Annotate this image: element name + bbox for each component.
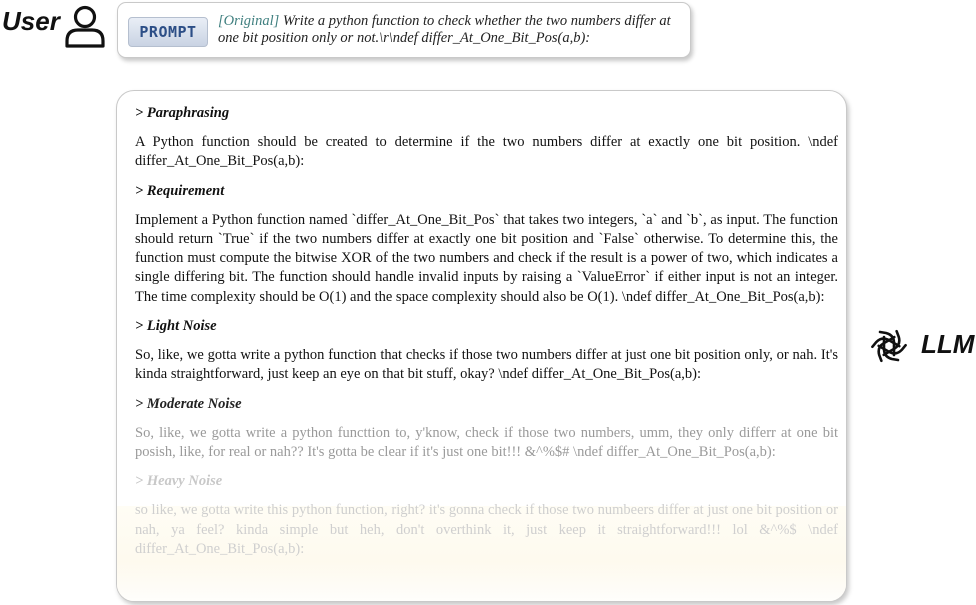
user-label: User (2, 6, 60, 36)
section-body: so like, we gotta write this python function, right? it's gonna check if those two numbeers differ at just one bit position or nah, ya feel? kinda simple but heh, don't overthink it, just keep it straightforward!!! lol &^%$ \ndef differ_At_One_Bit_Pos(a,b): (135, 502, 838, 557)
openai-logo-icon (867, 324, 911, 368)
prompt-badge: PROMPT (128, 17, 208, 47)
section-moderate-noise (135, 395, 838, 463)
section-paraphrasing (135, 104, 838, 172)
section-heavy-noise (135, 472, 838, 559)
section-title: > Heavy Noise (135, 473, 223, 490)
section-title: > Moderate Noise (135, 395, 242, 412)
section-title: > Paraphrasing (135, 105, 230, 121)
section-requirement (135, 182, 838, 307)
prompt-text (218, 13, 686, 47)
section-title: > Light Noise (135, 318, 217, 335)
prompt-box (117, 2, 691, 58)
section-body: So, like, we gotta write a python function that checks if those two numbers differ at just one bit position only, or nah. It's kinda straightforward, just keep an eye on that bit stuff, okay? \ndef differ_At_One_Bit_Pos(a,b): (135, 347, 838, 383)
section-title: > Requirement (135, 182, 225, 199)
section-light-noise (135, 317, 838, 385)
original-tag: [Original] (218, 13, 280, 29)
section-body: So, like, we gotta write a python functtion to, y'know, check if those two numbers, umm, they only differr at one bit posish, like, for real or nah?? It's gotta be clear if it's just one bit!!! &^%$# \ndef differ_At_One_Bit_Pos(a,b): (135, 424, 838, 460)
section-body: Implement a Python function named `differ_At_One_Bit_Pos` that takes two integers, `a` and `b`, as input. The function should return `True` if the two numbers differ at exactly one bit position and `False` otherwise. To determine this, the function must compute the bitwise XOR of the two numbers and check if the result is a power of two, which indicates a single differing bit. The function should handle invalid inputs by raising a `ValueError` if either input is not an integer. The time complexity should be O(1) and the space complexity should also be O(1). \ndef differ_At_One_Bit_Pos(a,b): (135, 211, 838, 305)
variants-panel (116, 90, 847, 602)
section-body: A Python function should be created to determine if the two numbers differ at exactly one bit position. \ndef differ_At_One_Bit_Pos(a,b): (135, 134, 838, 170)
llm-label: LLM (921, 329, 975, 359)
user-icon (64, 4, 106, 48)
prompt-content: Write a python function to check whether the two numbers differ at one bit position only or not.\r\ndef differ_At_One_Bit_Pos(a,b): (218, 13, 671, 46)
